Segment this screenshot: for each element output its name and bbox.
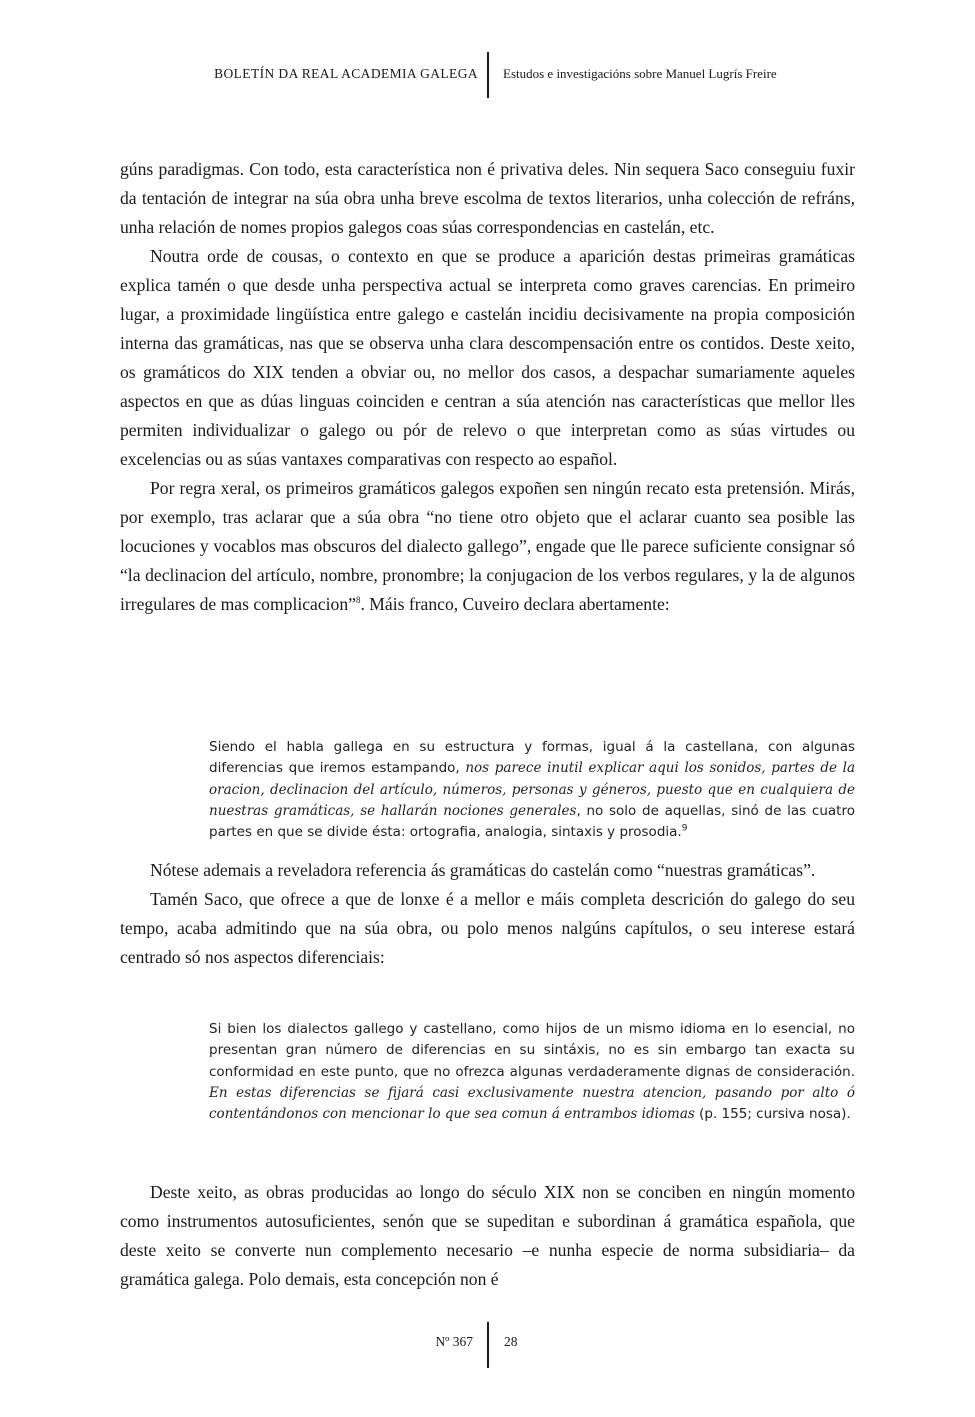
paragraph-3-text: Por regra xeral, os primeiros gramáticos galegos expoñen sen ningún recato esta pretensión. Mirás, por exemplo, tras aclarar que a súa obra “no tiene otro objeto que el aclarar cuanto sea posible las locuciones y vocablos mas obscuros del dialecto gallego”, engade que lle parece suficiente consignar só “la declinacion del artículo, nombre, pronombre; la conjugacion de los verbos regulares, y la de algunos irregulares de mas complicacion”: [120, 478, 855, 614]
paragraph-6: Deste xeito, as obras producidas ao longo do século XIX non se conciben en ningún momento como instrumentos autosuficientes, senón que se supeditan e subordinan á gramática española, que deste xeito se converte nun complemento necesario –e nunha especie de norma subsidiaria– da gramática galega. Polo demais, esta concepción non é: [120, 1182, 855, 1289]
footnote-ref-8[interactable]: 8: [355, 595, 361, 606]
running-footer: [0, 1322, 975, 1370]
quote-2-part-a: Si bien los dialectos gallego y castellano, como hijos de un mismo idioma en lo esencial, no presentan gran número de diferencias en su sintáxis, no es sin embargo tan exacta su conformidad en este punto, que no ofrezca algunas verdaderamente dignas de consideración.: [209, 1021, 855, 1080]
paragraph-4: Nótese ademais a reveladora referencia ás gramáticas do castelán como “nuestras gramáticas”.: [150, 860, 816, 880]
quote-1-italic: nos parece inutil explicar aqui los sonidos, partes de la oracion, declinacion del artículo, números, personas y géneros, puesto que en cualquiera de nuestras gramáticas, se hallarán nociones generales: [209, 760, 855, 819]
header-divider: [487, 52, 489, 98]
quote-2-italic: En estas diferencias se fijará casi exclusivamente nuestra atencion, pasando por alto ó contentándonos con mencionar lo que sea comun á entrambos idiomas: [209, 1084, 855, 1123]
body-text-middle: [120, 856, 855, 972]
quote-1-text: [209, 737, 855, 843]
paragraph-3: [120, 474, 855, 619]
paragraph-5: Tamén Saco, que ofrece a que de lonxe é a mellor e máis completa descrición do galego do seu tempo, acaba admitindo que na súa obra, ou polo menos nalgúns capítulos, o seu interese estará centrado só nos aspectos diferenciais:: [120, 889, 855, 967]
running-header: [0, 52, 975, 100]
footnote-ref-9[interactable]: 9: [681, 823, 688, 834]
body-text-top: [120, 155, 855, 619]
journal-title: BOLETÍN DA REAL ACADEMIA GALEGA: [214, 66, 478, 81]
issue-number: Nº 367: [435, 1334, 473, 1349]
section-title: Estudos e investigacións sobre Manuel Lugrís Freire: [503, 66, 777, 81]
body-text-bottom: [120, 1178, 855, 1294]
quote-2-text: [209, 1019, 855, 1125]
quote-2-part-c: (p. 155; cursiva nosa).: [694, 1106, 851, 1123]
block-quote-cuveiro: [209, 737, 855, 843]
page-number: 28: [504, 1334, 518, 1349]
footer-divider: [487, 1322, 489, 1368]
paragraph-3-end: . Máis franco, Cuveiro declara abertamente:: [360, 594, 670, 614]
quote-1-part-a: Siendo el habla gallega en su estructura y formas, igual á la castellana, con algunas diferencias que iremos estampando,: [209, 739, 855, 777]
paragraph-2: Noutra orde de cousas, o contexto en que se produce a aparición destas primeiras gramáticas explica tamén o que desde unha perspectiva actual se interpreta como graves carencias. En primeiro lugar, a proximidade lingüística entre galego e castelán incidiu decisivamente na propia composición interna das gramáticas, nas que se observa unha clara descompensación entre os contidos. Deste xeito, os gramáticos do XIX tenden a obviar ou, no mellor dos casos, a despachar sumariamente aqueles aspectos en que as dúas linguas coinciden e centran a súa atención nas características que mellor lles permiten individualizar o galego ou pór de relevo o que interpretan como as súas virtudes ou excelencias ou as súas vantaxes comparativas con respecto ao español.: [120, 246, 855, 469]
quote-1-part-c: , no solo de aquellas, sinó de las cuatro partes en que se divide ésta: ortografia, analogia, sintaxis y prosodia.: [209, 802, 855, 841]
paragraph-1: gúns paradigmas. Con todo, esta característica non é privativa deles. Nin sequera Saco conseguiu fuxir da tentación de integrar na súa obra unha breve escolma de textos literarios, unha colección de refráns, unha relación de nomes propios galegos coas súas correspondencias en castelán, etc.: [120, 159, 855, 237]
block-quote-saco: [209, 1019, 855, 1125]
